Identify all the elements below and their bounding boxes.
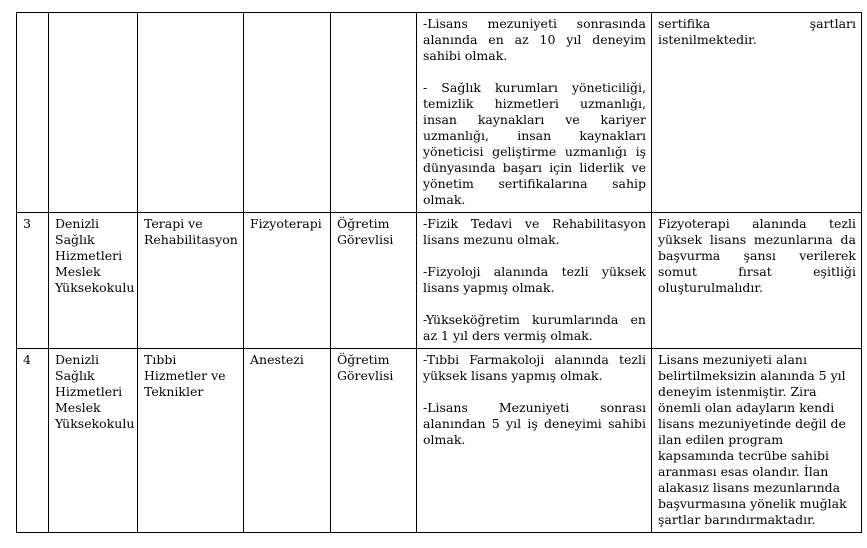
requirements-cell <box>417 349 652 533</box>
requirements-cell <box>417 13 652 213</box>
requirement-item: -Yükseköğretim kurumlarında en az 1 yıl ders vermiş olmak. <box>423 312 646 343</box>
table-row <box>17 213 862 349</box>
requirement-item: -Fizik Tedavi ve Rehabilitasyon lisans mezunu olmak. <box>423 216 646 247</box>
requirement-item: -Fizyoloji alanında tezli yüksek lisans yapmış olmak. <box>423 264 646 295</box>
requirements-cell <box>417 213 652 349</box>
program-cell: Terapi ve Rehabilitasyon <box>138 213 244 349</box>
row-number: 3 <box>17 213 49 349</box>
table-row <box>17 13 862 213</box>
field-cell <box>244 13 331 213</box>
note-cell: Lisans mezuniyeti alanı belirtilmeksizin alanında 5 yıl deneyim istenmiştir. Zira önemli olan adayların kendi lisans mezuniyetinde değil de ilan edilen program kapsamında tecrübe sahibi aranması esas olandır. İlan alakasız lisans mezunlarında başvurmasına yönelik muğlak şartlar barındırmaktadır. <box>652 349 862 533</box>
requirements-table <box>16 12 862 533</box>
table-row <box>17 349 862 533</box>
note-cell: sertifika şartları istenilmektedir. <box>652 13 862 213</box>
requirement-item: - Sağlık kurumları yöneticiliği, temizlik hizmetleri uzmanlığı, insan kaynakları ve kariyer uzmanlığı, insan kaynakları yöneticisi geliştirme uzmanlığı iş dünyasında başarı için liderlik ve yönetim sertifikalarına sahip olmak. <box>423 80 646 207</box>
program-cell: Tıbbi Hizmetler ve Teknikler <box>138 349 244 533</box>
row-number <box>17 13 49 213</box>
title-cell <box>331 13 417 213</box>
note-cell: Fizyoterapi alanında tezli yüksek lisans mezunlarına da başvurma şansı verilerek somut fırsat eşitliği oluşturulmalıdır. <box>652 213 862 349</box>
unit-cell: Denizli Sağlık Hizmetleri Meslek Yüksekokulu <box>49 349 138 533</box>
requirement-item: -Lisans Mezuniyeti sonrası alanından 5 yıl iş deneyimi sahibi olmak. <box>423 400 646 447</box>
unit-cell: Denizli Sağlık Hizmetleri Meslek Yüksekokulu <box>49 213 138 349</box>
unit-cell <box>49 13 138 213</box>
requirement-item: -Lisans mezuniyeti sonrasında alanında en az 10 yıl deneyim sahibi olmak. <box>423 16 646 63</box>
field-cell: Anestezi <box>244 349 331 533</box>
row-number: 4 <box>17 349 49 533</box>
title-cell: Öğretim Görevlisi <box>331 349 417 533</box>
requirement-item: -Tıbbi Farmakoloji alanında tezli yüksek lisans yapmış olmak. <box>423 352 646 383</box>
title-cell: Öğretim Görevlisi <box>331 213 417 349</box>
field-cell: Fizyoterapi <box>244 213 331 349</box>
program-cell <box>138 13 244 213</box>
